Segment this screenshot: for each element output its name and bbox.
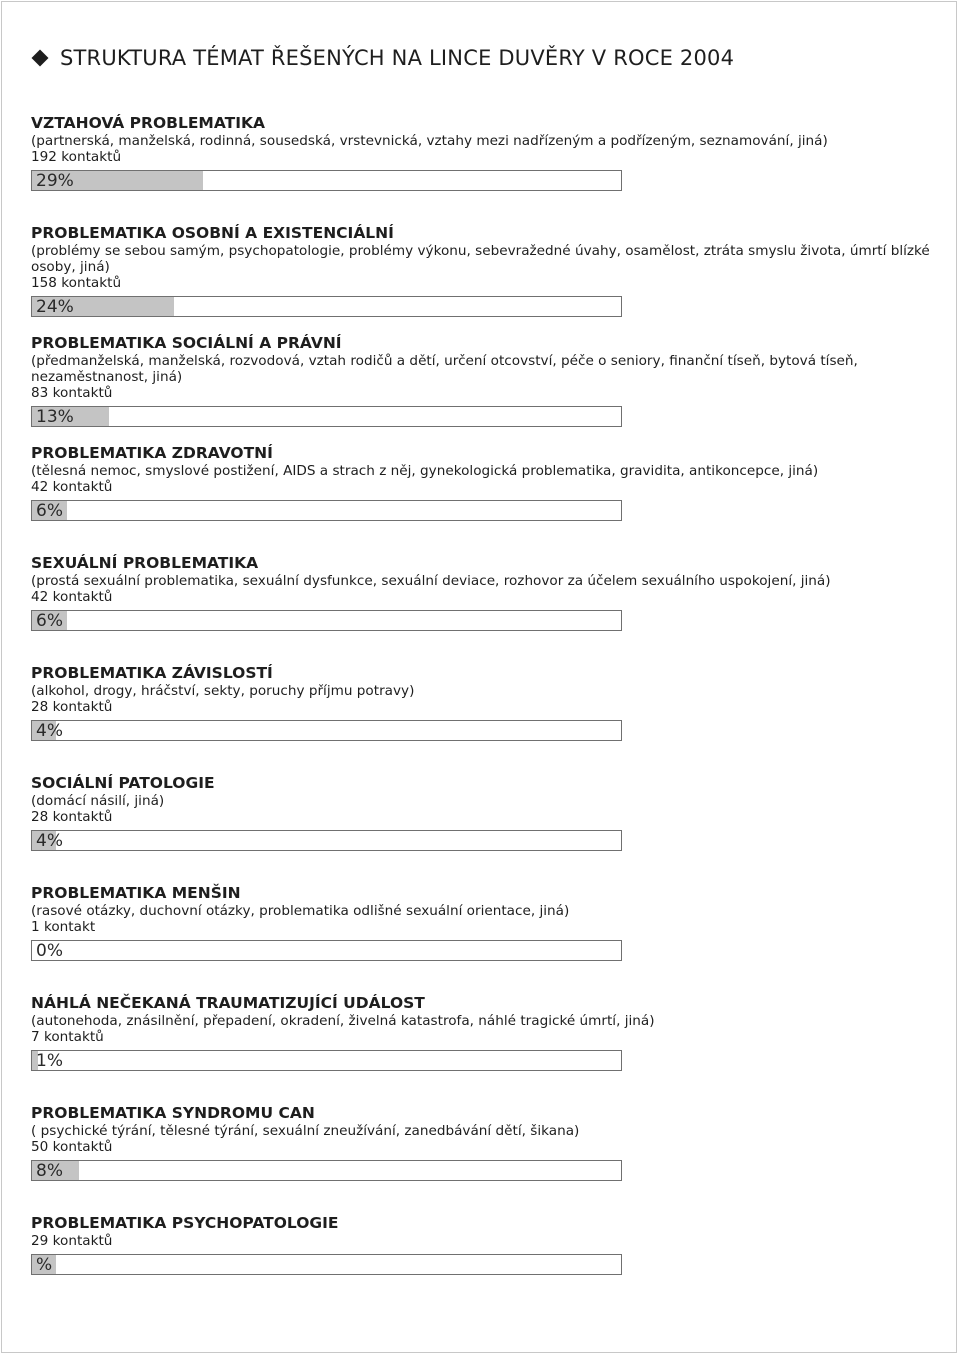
- topic-description: (rasové otázky, duchovní otázky, problematika odlišné sexuální orientace, jiná): [31, 903, 570, 919]
- topic-section: [31, 553, 931, 663]
- topic-section: [31, 1103, 931, 1213]
- percentage-bar: [31, 296, 622, 317]
- percentage-bar: [31, 170, 622, 191]
- topic-section: [31, 883, 931, 993]
- percentage-bar: [31, 610, 622, 631]
- percentage-bar: [31, 1160, 622, 1181]
- topic-description: (předmanželská, manželská, rozvodová, vztah rodičů a dětí, určení otcovství, péče o seniory, finanční tíseň, bytová tíseň, nezaměstnanost, jiná): [31, 353, 858, 385]
- topic-heading: PROBLEMATIKA SYNDROMU CAN: [31, 1104, 315, 1122]
- topic-description: (problémy se sebou samým, psychopatologie, problémy výkonu, sebevražedné úvahy, osamělost, ztráta smyslu života, úmrtí blízké osoby, jiná): [31, 243, 930, 275]
- topic-heading: PROBLEMATIKA PSYCHOPATOLOGIE: [31, 1214, 339, 1232]
- percentage-bar: [31, 406, 622, 427]
- topic-section: [31, 113, 931, 223]
- percentage-label: 1%: [36, 1051, 63, 1071]
- topic-contact-count: 192 kontaktů: [31, 149, 122, 165]
- topic-description: (prostá sexuální problematika, sexuální dysfunkce, sexuální deviace, rozhovor za účelem sexuálního uspokojení, jiná): [31, 573, 831, 589]
- topic-contact-count: 42 kontaktů: [31, 479, 113, 495]
- topic-heading: PROBLEMATIKA MENŠIN: [31, 884, 241, 902]
- topic-contact-count: 7 kontaktů: [31, 1029, 104, 1045]
- percentage-label: %: [36, 1255, 53, 1275]
- topic-section: [31, 1213, 931, 1323]
- percentage-bar: [31, 1254, 622, 1275]
- topic-section: [31, 443, 931, 553]
- topic-section: [31, 663, 931, 773]
- topic-heading: VZTAHOVÁ PROBLEMATIKA: [31, 114, 265, 132]
- topic-heading: PROBLEMATIKA SOCIÁLNÍ A PRÁVNÍ: [31, 334, 342, 352]
- topic-section: [31, 223, 931, 333]
- topic-contact-count: 1 kontakt: [31, 919, 96, 935]
- percentage-label: 24%: [36, 297, 74, 317]
- topic-description: (domácí násilí, jiná): [31, 793, 165, 809]
- page-title-text: STRUKTURA TÉMAT ŘEŠENÝCH NA LINCE DUVĚRY V ROCE 2004: [60, 46, 735, 70]
- topic-heading: PROBLEMATIKA OSOBNÍ A EXISTENCIÁLNÍ: [31, 224, 394, 242]
- topic-heading: NÁHLÁ NEČEKANÁ TRAUMATIZUJÍCÍ UDÁLOST: [31, 994, 425, 1012]
- topic-section: [31, 993, 931, 1103]
- topic-section: [31, 773, 931, 883]
- percentage-bar: [31, 830, 622, 851]
- percentage-label: 6%: [36, 501, 63, 521]
- page-title: [32, 46, 734, 70]
- topic-description: ( psychické týrání, tělesné týrání, sexuální zneužívání, zanedbávání dětí, šikana): [31, 1123, 580, 1139]
- topic-heading: SOCIÁLNÍ PATOLOGIE: [31, 774, 215, 792]
- percentage-label: 0%: [36, 941, 63, 961]
- topic-description: (tělesná nemoc, smyslové postižení, AIDS a strach z něj, gynekologická problematika, gravidita, antikoncepce, jiná): [31, 463, 819, 479]
- topic-contact-count: 158 kontaktů: [31, 275, 122, 291]
- topic-contact-count: 29 kontaktů: [31, 1233, 113, 1249]
- topic-contact-count: 42 kontaktů: [31, 589, 113, 605]
- topic-description: (alkohol, drogy, hráčství, sekty, poruchy příjmu potravy): [31, 683, 415, 699]
- percentage-bar: [31, 1050, 622, 1071]
- percentage-label: 4%: [36, 831, 63, 851]
- percentage-label: 13%: [36, 407, 74, 427]
- percentage-bar: [31, 500, 622, 521]
- percentage-bar: [31, 940, 622, 961]
- percentage-label: 6%: [36, 611, 63, 631]
- topic-list: [31, 113, 931, 1323]
- topic-description: (autonehoda, znásilnění, přepadení, okradení, živelná katastrofa, náhlé tragické úmrtí, jiná): [31, 1013, 655, 1029]
- percentage-label: 29%: [36, 171, 74, 191]
- topic-description: (partnerská, manželská, rodinná, sousedská, vrstevnická, vztahy mezi nadřízeným a podřízeným, seznamování, jiná): [31, 133, 828, 149]
- topic-heading: PROBLEMATIKA ZÁVISLOSTÍ: [31, 664, 273, 682]
- topic-contact-count: 28 kontaktů: [31, 809, 113, 825]
- topic-heading: SEXUÁLNÍ PROBLEMATIKA: [31, 554, 259, 572]
- topic-section: [31, 333, 931, 443]
- percentage-label: 4%: [36, 721, 63, 741]
- percentage-bar: [31, 720, 622, 741]
- diamond-bullet-icon: [32, 50, 49, 67]
- topic-contact-count: 83 kontaktů: [31, 385, 113, 401]
- topic-heading: PROBLEMATIKA ZDRAVOTNÍ: [31, 444, 273, 462]
- percentage-label: 8%: [36, 1161, 63, 1181]
- topic-contact-count: 28 kontaktů: [31, 699, 113, 715]
- topic-contact-count: 50 kontaktů: [31, 1139, 113, 1155]
